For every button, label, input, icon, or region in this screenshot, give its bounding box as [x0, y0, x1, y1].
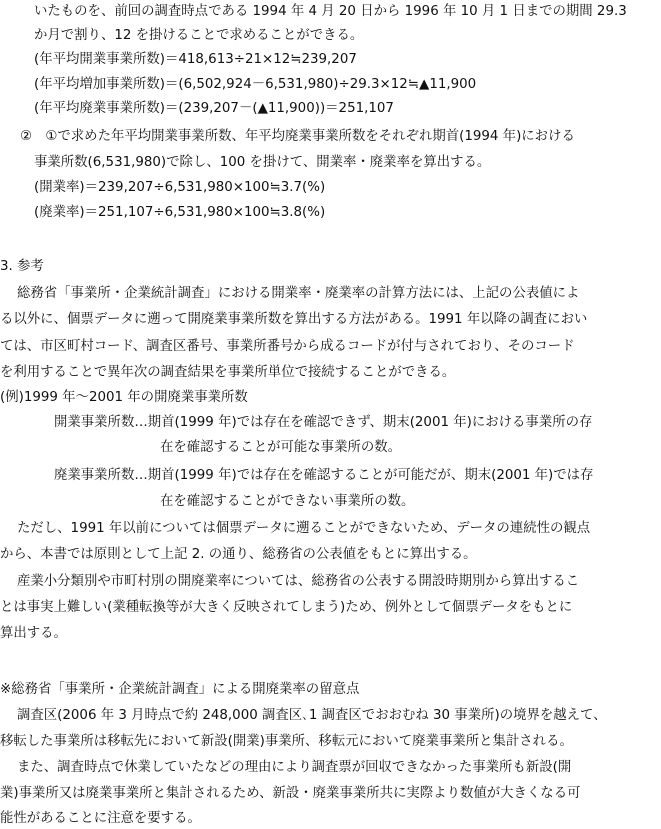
paragraph-line: 調査区(2006 年 3 月時点で約 248,000 調査区､1 調査区でおおむね 30 事業所)の境界を越えて、 [17, 708, 607, 723]
definition-line: 開業事業所数…期首(1999 年)では存在を確認できず、期末(2001 年)における事業所の存 [54, 415, 593, 430]
paragraph-line: 総務省「事業所・企業統計調査」における開業率・廃業率の計算方法には、上記の公表値によ [17, 286, 580, 301]
definition-line: 在を確認することができない事業所の数。 [160, 494, 415, 509]
definition-line: 在を確認することが可能な事業所の数。 [160, 440, 402, 455]
paragraph-line: とは事実上難しい(業種転換等が大きく反映されてしまう)ため、例外として個票データをもとに [0, 600, 573, 615]
text-line: 事業所数(6,531,980)で除し、100 を掛けて、開業率・廃業率を算出する。 [34, 155, 491, 170]
paragraph-line: 産業小分類別や市町村別の開廃業率については、総務省の公表する開設時期別から算出するこ [17, 574, 580, 589]
paragraph-line: から、本書では原則として上記 2. の通り、総務省の公表値をもとに算出する。 [0, 547, 477, 562]
formula-line: (年平均開業事業所数)＝418,613÷21×12≒239,207 [34, 52, 357, 67]
numbered-step: ② ①で求めた年平均開業事業所数、年平均廃業事業所数をそれぞれ期首(1994 年)における [20, 129, 575, 144]
formula-line: (開業率)＝239,207÷6,531,980×100≒3.7(%) [34, 180, 326, 195]
definition-line: 廃業事業所数…期首(1999 年)では存在を確認することが可能だが、期末(2001 年)では存 [54, 468, 594, 483]
formula-line: (廃業率)＝251,107÷6,531,980×100≒3.8(%) [34, 205, 326, 220]
paragraph-line: また、調査時点で休業していたなどの理由により調査票が回収できなかった事業所も新設(開 [17, 760, 572, 775]
example-heading: (例)1999 年～2001 年の開廃業事業所数 [0, 390, 248, 405]
paragraph-line: る以外に、個票データに遡って開廃業事業所数を算出する方法がある。1991 年以降の調査におい [0, 312, 588, 327]
note-heading: ※総務省「事業所・企業統計調査」による開廃業率の留意点 [0, 682, 360, 697]
paragraph-line: ては、市区町村コード、調査区番号、事業所番号から成るコードが付与されており、そのコード [0, 339, 575, 354]
paragraph-line: 能性があることに注意を要する。 [0, 811, 201, 826]
paragraph-line: 移転した事業所は移転先において新設(開業)事業所、移転元において廃業事業所と集計される。 [0, 734, 573, 749]
formula-line: (年平均増加事業所数)＝(6,502,924－6,531,980)÷29.3×12≒▲11,900 [34, 77, 477, 92]
text-line: か月で割り、12 を掛けることで求めることができる。 [34, 28, 364, 43]
formula-line: (年平均廃業事業所数)＝(239,207－(▲11,900))＝251,107 [34, 101, 394, 116]
paragraph-line: 算出する。 [0, 626, 67, 641]
section-heading: 3. 参考 [0, 259, 44, 274]
text-line: いたものを、前回の調査時点である 1994 年 4 月 20 日から 1996 年 10 月 1 日までの期間 29.3 [34, 4, 627, 19]
paragraph-line: ただし、1991 年以前については個票データに遡ることができないため、データの連続性の観点 [17, 521, 591, 536]
paragraph-line: を利用することで異年次の調査結果を事業所単位で接続することができる。 [0, 365, 456, 380]
paragraph-line: 業)事業所又は廃業事業所と集計されるため、新設・廃業事業所共に実際より数値が大きくなる可 [0, 786, 581, 801]
